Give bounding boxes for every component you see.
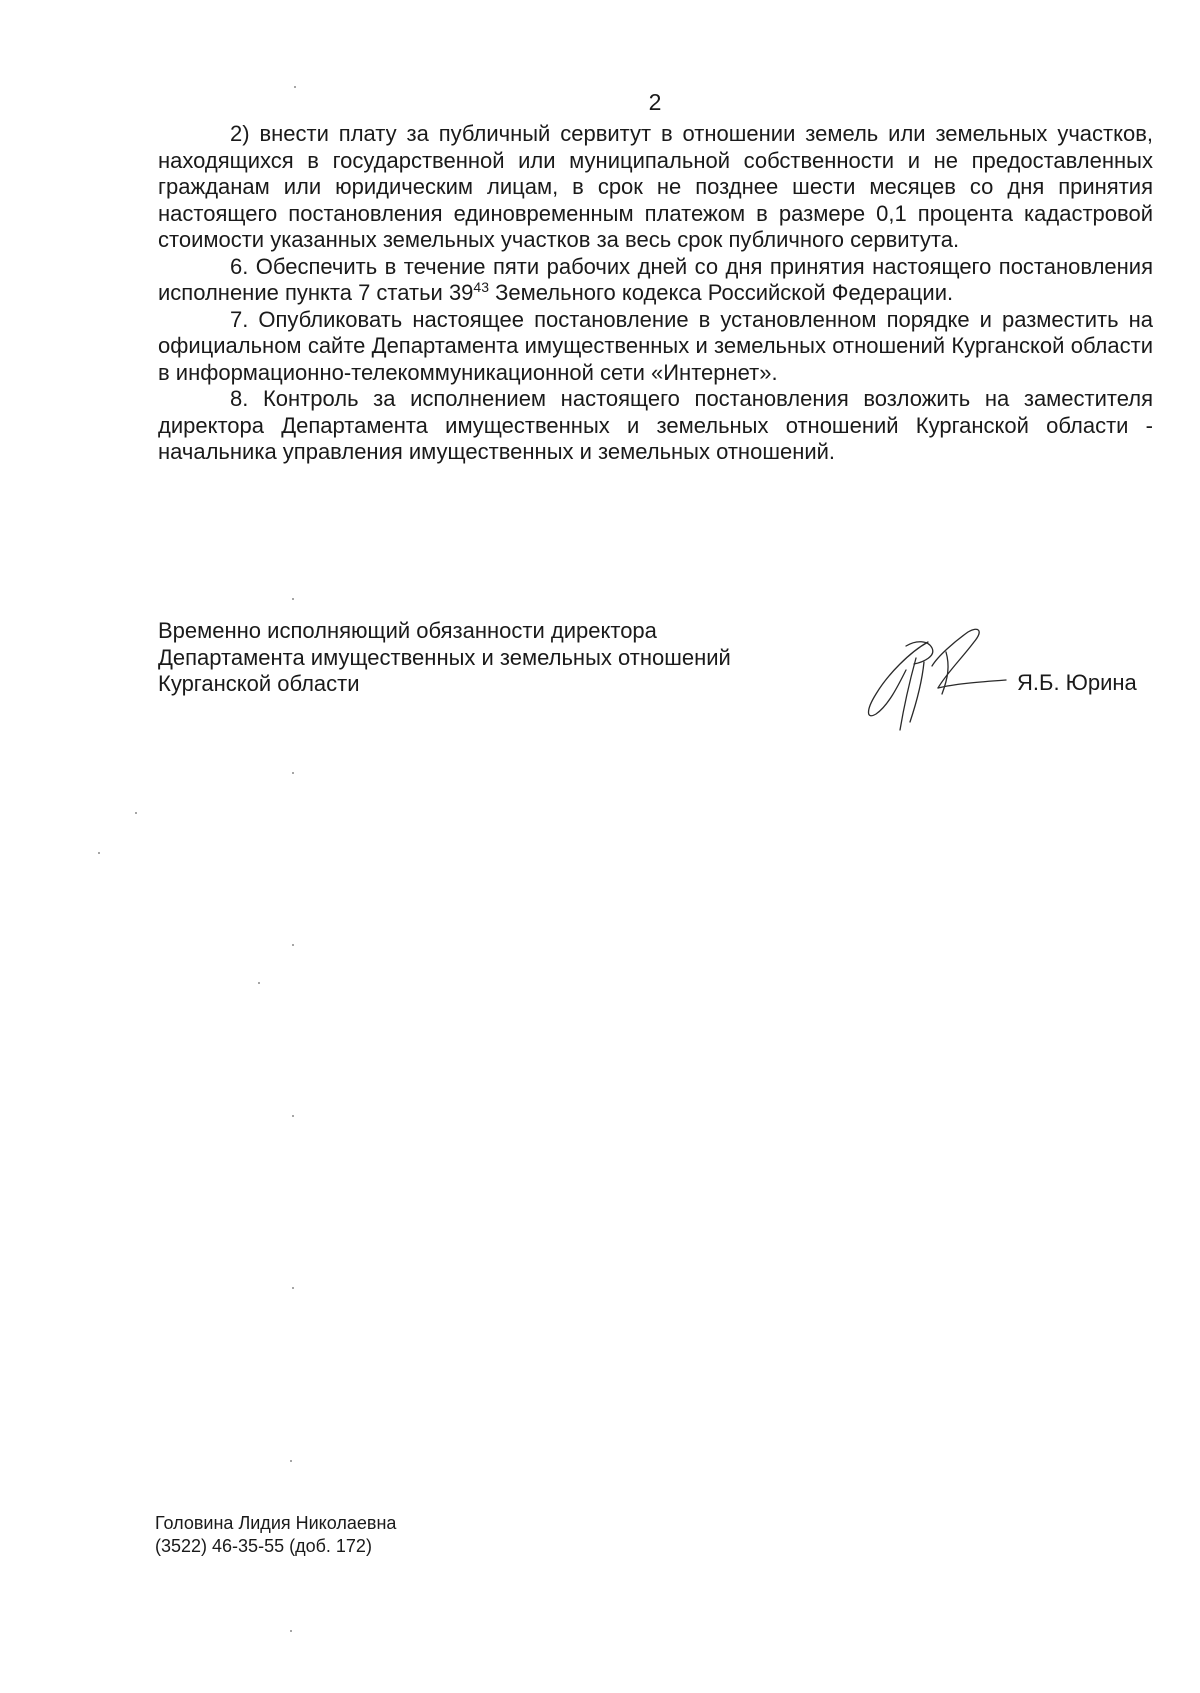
paragraph-text: 7. Опубликовать настоящее постановление в установленном порядке и разместить на официальном сайте Департамента имущественных и земельных отношений Курганской области в информационно-телекоммуникационной сети «Интернет». [158, 306, 1153, 385]
document-body [158, 121, 1153, 466]
scan-speck [135, 812, 137, 814]
signatory-position [158, 618, 798, 698]
scan-speck [292, 944, 294, 946]
page-number: 2 [648, 89, 662, 115]
signer-name: Я.Б. Юрина [1017, 670, 1137, 695]
paragraph-payment [158, 121, 1153, 254]
handwritten-signature [858, 622, 1008, 740]
executor-phone: (3522) 46-35-55 (доб. 172) [155, 1536, 372, 1556]
scan-speck [98, 852, 100, 854]
paragraph-text: 2) внести плату за публичный сервитут в отношении земель или земельных участков, находящихся в государственной или муниципальной собственности и не предоставленных гражданам или юридическим лицам, в срок не позднее шести месяцев со дня принятия настоящего постановления единовременным платежом в размере 0,1 процента кадастровой стоимости указанных земельных участков за весь срок публичного сервитута. [158, 121, 1153, 252]
scan-speck [258, 982, 260, 984]
position-line: Департамента имущественных и земельных отношений [158, 644, 731, 670]
article-superscript: 43 [473, 279, 489, 295]
scan-speck [294, 86, 296, 88]
scan-speck [292, 772, 294, 774]
scan-speck [290, 1460, 292, 1462]
paragraph-7 [158, 307, 1153, 387]
executor-contact [155, 1512, 396, 1558]
paragraph-text-continued: Земельного кодекса Российской Федерации. [489, 280, 954, 305]
paragraph-8 [158, 386, 1153, 466]
scan-speck [292, 1115, 294, 1117]
scan-speck [292, 1287, 294, 1289]
position-line: Курганской области [158, 671, 360, 696]
paragraph-text: 6. Обеспечить в течение пяти рабочих дней со дня принятия настоящего постановления исполнение пункта 7 статьи 39 [158, 253, 1153, 305]
executor-name: Головина Лидия Николаевна [155, 1513, 397, 1533]
position-line: Временно исполняющий обязанности директора [158, 618, 657, 643]
paragraph-text: 8. Контроль за исполнением настоящего постановления возложить на заместителя директора Департамента имущественных и земельных отношений Курганской области - начальника управления имущественных и земельных отношений. [158, 386, 1153, 464]
paragraph-6 [158, 254, 1153, 307]
scan-speck [290, 1630, 292, 1632]
scan-speck [292, 598, 294, 600]
